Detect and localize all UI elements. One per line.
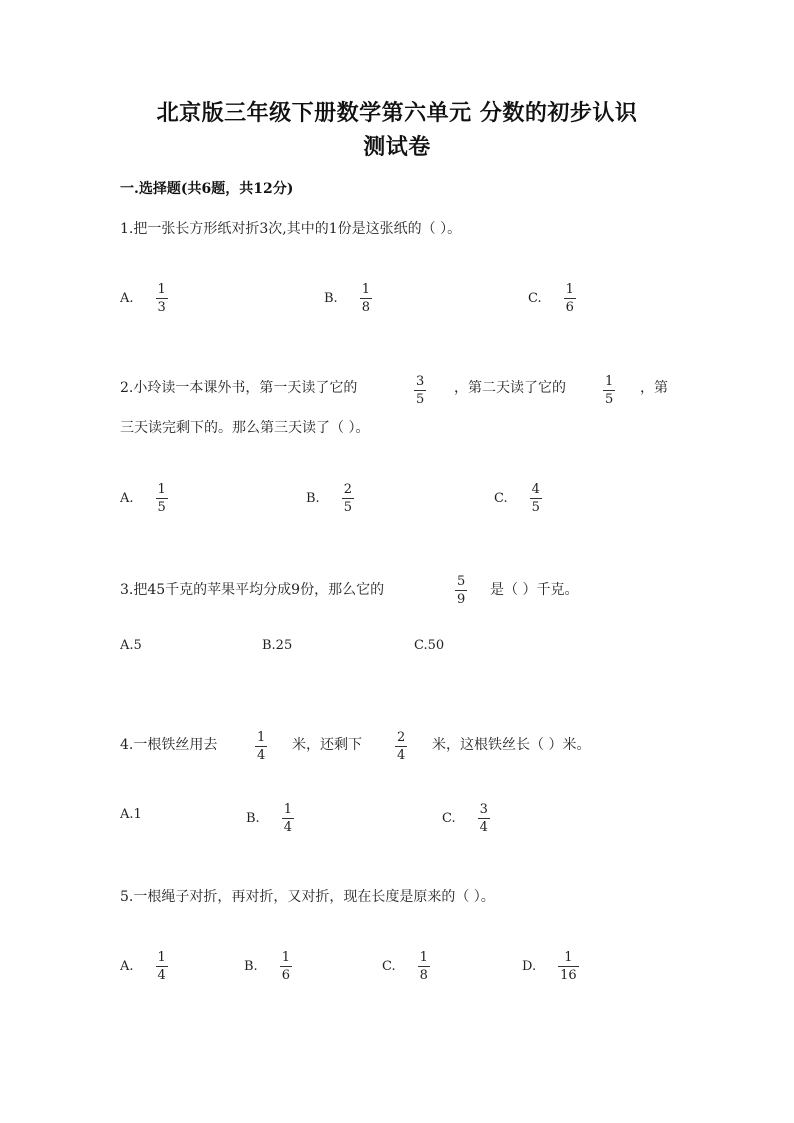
fraction — [156, 482, 168, 515]
numerator: 2 — [397, 730, 406, 745]
denominator: 3 — [157, 300, 166, 315]
denominator: 9 — [457, 592, 466, 607]
question-5-option-c[interactable] — [382, 950, 430, 983]
question-1-option-b[interactable] — [324, 282, 372, 315]
numerator: 1 — [361, 282, 370, 297]
option-label: B. — [246, 811, 260, 826]
denominator: 4 — [397, 748, 406, 763]
denominator: 6 — [281, 968, 290, 983]
question-2-text-line2: 三天读完剩下的。那么第三天读了（ ）。 — [120, 420, 370, 436]
denominator: 5 — [157, 500, 166, 515]
fraction-bar — [255, 746, 267, 747]
fraction-bar — [360, 298, 372, 299]
fraction — [530, 482, 542, 515]
question-4-text-part1: 4.一根铁丝用去 — [120, 737, 218, 753]
fraction-bar — [414, 390, 426, 391]
fraction-bar — [455, 590, 467, 591]
numerator: 4 — [531, 482, 540, 497]
question-3-option-b[interactable]: B.25 — [262, 638, 293, 653]
fraction — [282, 802, 294, 835]
question-2-text-part2: ，第二天读了它的 — [454, 380, 566, 396]
fraction-bar — [156, 498, 168, 499]
question-2-text-part3: ，第 — [640, 380, 668, 396]
question-5-option-b[interactable] — [244, 950, 292, 983]
fraction — [360, 282, 372, 315]
numerator: 1 — [257, 730, 266, 745]
fraction-bar — [156, 298, 168, 299]
fraction-bar — [558, 966, 579, 967]
fraction-bar — [530, 498, 542, 499]
fraction-bar — [418, 966, 430, 967]
denominator: 5 — [531, 500, 540, 515]
numerator: 1 — [283, 802, 292, 817]
fraction — [478, 802, 490, 835]
denominator: 6 — [565, 300, 574, 315]
question-1-option-a[interactable] — [120, 282, 168, 315]
fraction — [342, 482, 354, 515]
fraction — [156, 950, 168, 983]
question-1-text: 1.把一张长方形纸对折3次,其中的1份是这张纸的（ ）。 — [120, 221, 462, 237]
denominator: 4 — [157, 968, 166, 983]
option-label: B. — [306, 491, 320, 506]
numerator: 1 — [281, 950, 290, 965]
question-5-text: 5.一根绳子对折，再对折，又对折，现在长度是原来的（ ）。 — [120, 889, 495, 905]
numerator: 3 — [479, 802, 488, 817]
option-label: D. — [522, 959, 537, 974]
question-4-text-part2: 米，还剩下 — [292, 737, 362, 753]
question-4-fraction-2 — [395, 730, 407, 763]
numerator: 2 — [343, 482, 352, 497]
denominator: 5 — [605, 392, 614, 407]
numerator: 5 — [457, 574, 466, 589]
numerator: 1 — [565, 282, 574, 297]
question-2-option-c[interactable] — [494, 482, 542, 515]
fraction-bar — [564, 298, 576, 299]
option-label: A. — [120, 959, 134, 974]
fraction — [156, 282, 168, 315]
question-2-text-part1: 2.小玲读一本课外书，第一天读了它的 — [120, 380, 358, 396]
option-label: C. — [494, 491, 508, 506]
denominator: 4 — [479, 820, 488, 835]
section-heading: 一.选择题(共6题，共12分) — [120, 181, 294, 197]
question-4-fraction-1 — [255, 730, 267, 763]
option-label: C. — [382, 959, 396, 974]
numerator: 3 — [416, 374, 425, 389]
question-2-fraction-2 — [603, 374, 615, 407]
fraction — [280, 950, 292, 983]
page-title-line2: 测试卷 — [363, 134, 431, 160]
question-3-text-part2: 是（ ）千克。 — [490, 582, 579, 598]
fraction-bar — [395, 746, 407, 747]
page-title: 北京版三年级下册数学第六单元 分数的初步认识 — [156, 100, 638, 126]
fraction — [418, 950, 430, 983]
question-3-option-a[interactable]: A.5 — [120, 638, 142, 653]
question-3-option-c[interactable]: C.50 — [414, 638, 445, 653]
question-4-option-a[interactable]: A.1 — [120, 807, 142, 822]
fraction-bar — [603, 390, 615, 391]
denominator: 4 — [257, 748, 266, 763]
question-4-text-part3: 米，这根铁丝长（ ）米。 — [432, 737, 591, 753]
numerator: 1 — [605, 374, 614, 389]
fraction-bar — [478, 818, 490, 819]
fraction-bar — [342, 498, 354, 499]
option-label: B. — [324, 291, 338, 306]
question-3-text-part1: 3.把45千克的苹果平均分成9份，那么它的 — [120, 582, 385, 598]
numerator: 1 — [564, 950, 573, 965]
denominator: 5 — [343, 500, 352, 515]
numerator: 1 — [157, 950, 166, 965]
denominator: 8 — [361, 300, 370, 315]
question-2-option-a[interactable] — [120, 482, 168, 515]
numerator: 1 — [419, 950, 428, 965]
numerator: 1 — [157, 482, 166, 497]
fraction-bar — [156, 966, 168, 967]
denominator: 8 — [419, 968, 428, 983]
question-2-fraction-1 — [414, 374, 426, 407]
question-5-option-a[interactable] — [120, 950, 168, 983]
option-label: C. — [442, 811, 456, 826]
fraction — [564, 282, 576, 315]
fraction-bar — [282, 818, 294, 819]
question-1-option-c[interactable] — [528, 282, 576, 315]
option-label: A. — [120, 291, 134, 306]
option-label: A. — [120, 491, 134, 506]
denominator: 16 — [560, 968, 577, 983]
question-3-fraction — [455, 574, 467, 607]
option-label: B. — [244, 959, 258, 974]
option-label: C. — [528, 291, 542, 306]
numerator: 1 — [157, 282, 166, 297]
question-4-option-c[interactable] — [442, 802, 490, 835]
fraction-bar — [280, 966, 292, 967]
denominator: 4 — [283, 820, 292, 835]
denominator: 5 — [416, 392, 425, 407]
question-4-option-b[interactable] — [246, 802, 294, 835]
question-5-option-d[interactable] — [522, 950, 579, 983]
question-2-option-b[interactable] — [306, 482, 354, 515]
fraction — [558, 950, 579, 983]
